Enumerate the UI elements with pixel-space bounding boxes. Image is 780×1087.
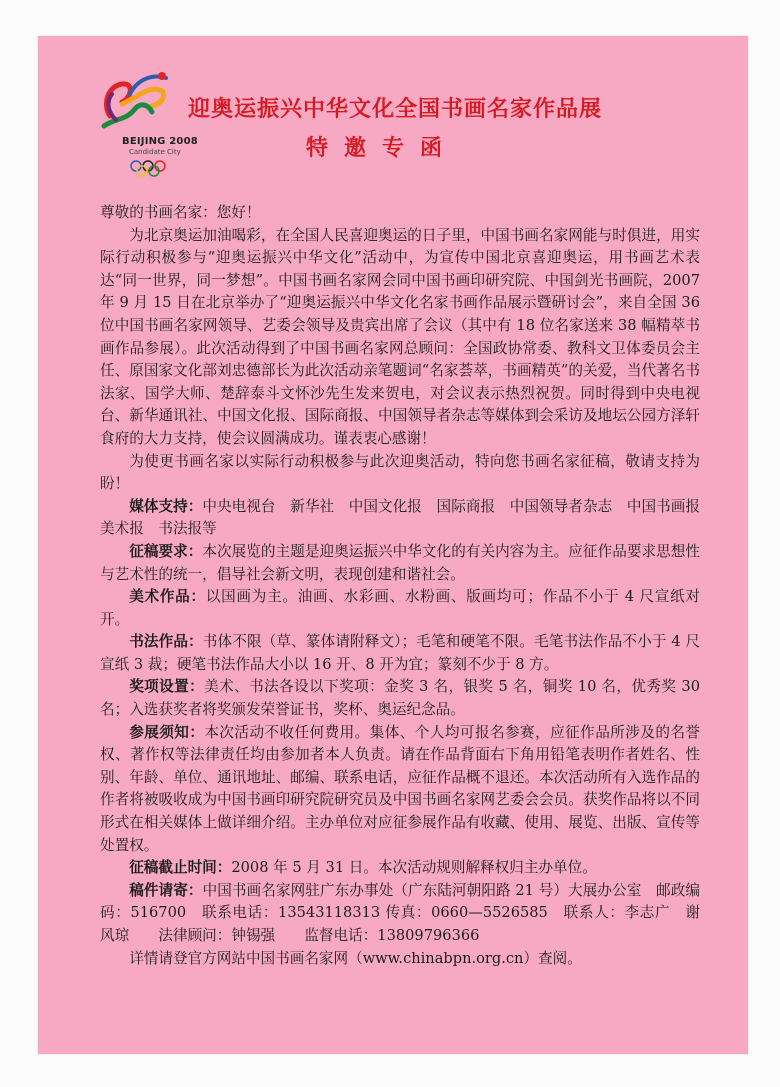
paragraph-invitation: 为使更书画名家以实际行动积极参与此次迎奥活动，特向您书画名家征稿，敬请支持为盼！ [100, 452, 700, 493]
awards-label: 奖项设置： [129, 678, 205, 696]
page-title: 迎奥运振兴中华文化全国书画名家作品展 [188, 97, 603, 122]
media-label: 媒体支持： [129, 497, 203, 515]
beijing-2008-logo [82, 64, 198, 184]
deadline-label: 征稿截止时间： [129, 859, 232, 877]
section-address [100, 880, 700, 948]
calligraphy-label: 书法作品： [129, 633, 203, 651]
section-art-works [100, 586, 700, 631]
calligraphy-text: 书体不限（草、篆体请附释文）；毛笔和硬笔不限。毛笔书法作品不小于 4 尺宣纸 3 裁；硬笔书法作品大小以 16 开、8 开为宜；篆刻不少于 8 方。 [100, 633, 700, 673]
notice-text: 本次活动不收任何费用。集体、个人均可报名参赛，应征作品所涉及的名誉权、著作权等法律责任均由参加者本人负责。请在作品背面右下角用铅笔表明作者姓名、性别、年龄、单位、通讯地址、邮编、联系电话，应征作品概不退还。本次活动所有入选作品的作者将被吸收成为中国书画印研究院研究员及中国书画名家网艺委会会员。获奖作品将以不同形式在相关媒体上做详细介绍。主办单位对应征参展作品有收藏、使用、展览、出版、宣传等处置权。 [100, 723, 700, 854]
logo-subtext: Candidate City [129, 148, 181, 156]
section-calligraphy [100, 631, 700, 676]
media-text: 中央电视台 新华社 中国文化报 国际商报 中国领导者杂志 中国书画报 美术报 书法报等 [100, 497, 715, 538]
paragraph-intro: 为北京奥运加油喝彩，在全国人民喜迎奥运的日子里，中国书画名家网能与时俱进，用实际行动积极参与“迎奥运振兴中华文化”活动中，为宣传中国北京喜迎奥运，用书画艺术表达“同一世界，同一梦想”。中国书画名家网会同中国书画印研究院、中国剑光书画院，2007 年 9 月 15 日在北京举办了“迎奥运振兴中华文化名家书画作品展示暨研讨会”，来自全国 36 位中国书画名家网领导、艺委会领导及贵宾出席了会议（其中有 18 位名家送来 38 幅精萃书画作品参展）。此次活动得到了中国书画名家网总顾问：全国政协常委、教科文卫体委员会主任、原国家文化部刘忠德部长为此次活动亲笔题词“名家荟萃，书画精英”的关爱，当代著名书法家、国学大师、楚辞泰斗文怀沙先生发来贺电，对会议表示热烈祝贺。同时得到中央电视台、新华通讯社、中国文化报、国际商报、中国领导者杂志等媒体到会采访及地坛公园方泽轩食府的大力支持，使会议圆满成功。谨表衷心感谢！ [100, 226, 700, 447]
section-deadline [100, 857, 700, 880]
page-subtitle: 特邀专函 [306, 136, 459, 161]
requirements-label: 征稿要求： [129, 542, 203, 560]
requirements-text: 本次展览的主题是迎奥运振兴中华文化的有关内容为主。应征作品要求思想性与艺术性的统一，倡导社会新文明，表现创建和谐社会。 [100, 542, 700, 583]
notice-label: 参展须知： [129, 723, 205, 741]
awards-text: 美术、书法各设以下奖项：金奖 3 名，银奖 5 名，铜奖 10 名，优秀奖 30 名；入选获奖者将奖颁发荣誉证书，奖杯、奥运纪念品。 [100, 678, 700, 719]
section-requirements [100, 541, 700, 586]
logo-text: BEIJING 2008 [122, 136, 198, 147]
footer-note: 详情请登官方网站中国书画名家网（www.chinabpn.org.cn）查阅。 [129, 949, 582, 967]
address-label: 稿件请寄： [129, 881, 203, 899]
section-notice [100, 722, 700, 858]
letter-body [100, 202, 715, 970]
olympic-emblem-icon [82, 64, 192, 136]
letter-sheet [38, 36, 748, 1054]
art-label: 美术作品： [129, 588, 206, 606]
address-text: 中国书画名家网驻广东办事处（广东陆河朝阳路 21 号）大展办公室 邮政编码：516700 联系电话：13543118313 传真：0660—5526585 联系人：李志广 谢风琼 法律顾问：钟锡强 监督电话：13809796366 [100, 881, 700, 944]
section-awards [100, 676, 700, 721]
greeting: 尊敬的书画名家：您好！ [100, 204, 261, 221]
section-media [100, 496, 715, 541]
art-text: 以国画为主。油画、水彩画、水粉画、版画均可；作品不小于 4 尺宣纸对开。 [100, 588, 700, 628]
olympic-rings-icon [128, 160, 178, 178]
deadline-text: 2008 年 5 月 31 日。本次活动规则解释权归主办单位。 [231, 859, 597, 877]
